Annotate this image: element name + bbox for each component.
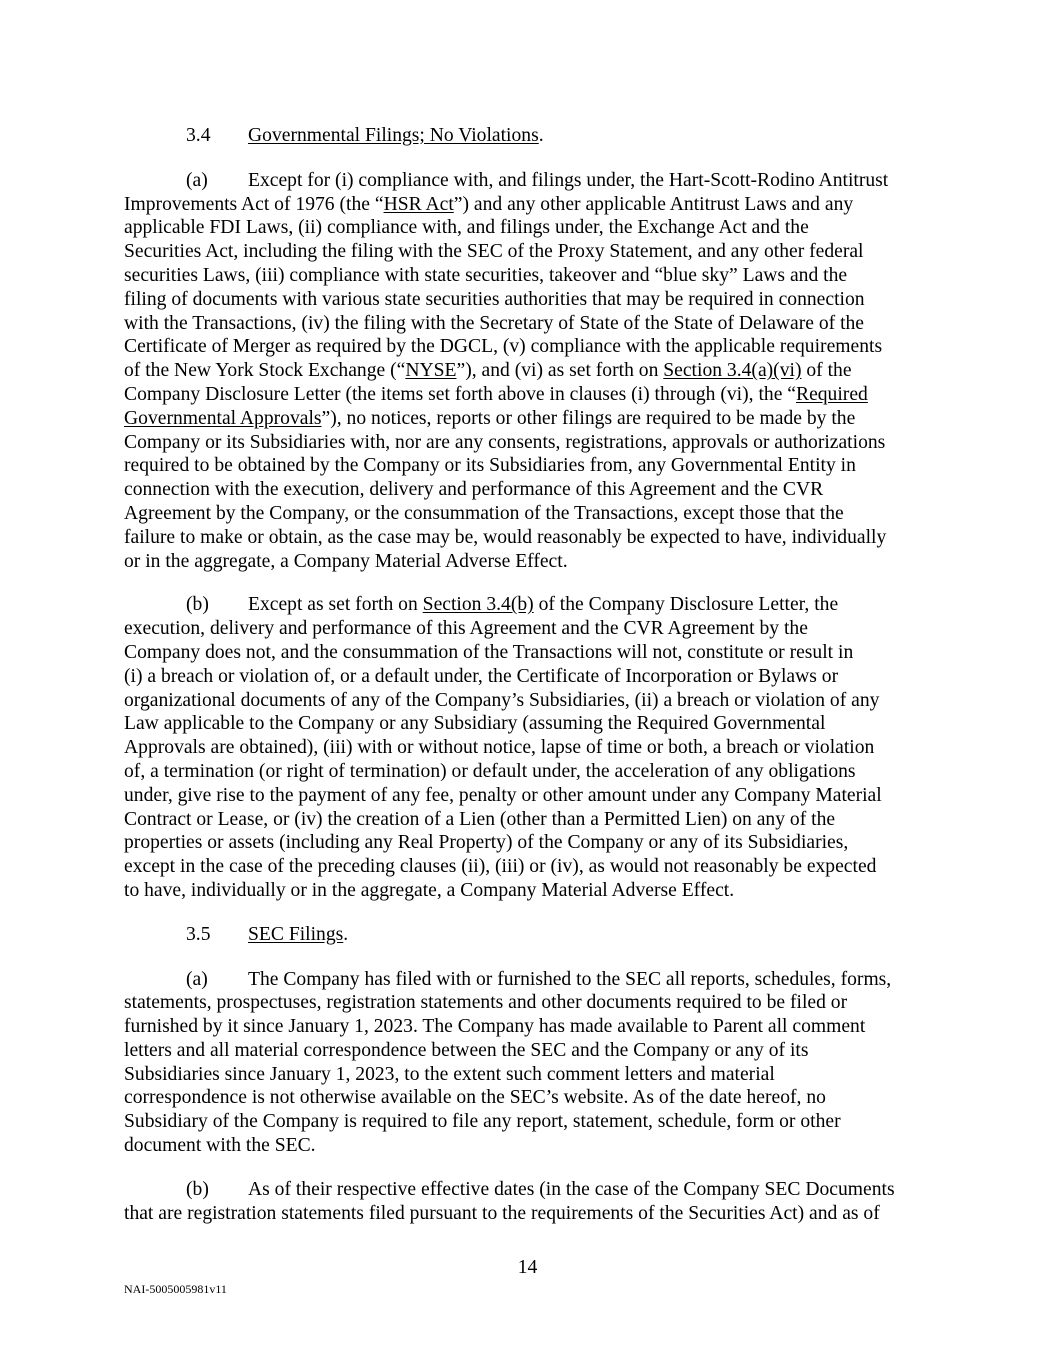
defined-term-governmental-approvals: Governmental Approvals xyxy=(124,407,322,429)
cross-reference-section-3-4-b: Section 3.4(b) xyxy=(422,594,534,616)
section-heading-3-5: 3.5 SEC Filings. xyxy=(186,923,349,945)
page-number: 14 xyxy=(517,1257,538,1278)
paragraph-3-5-b: (b) As of their respective effective dates (in the case of the Company SEC Documents that are registration statements filed pursuant to the requirements of the Securities Act) and as of xyxy=(124,1178,895,1224)
defined-term-nyse: NYSE xyxy=(405,360,457,382)
section-number: 3.4 xyxy=(186,125,211,146)
defined-term-hsr-act: HSR Act xyxy=(383,193,454,215)
cross-reference-section-3-4-a-vi: Section 3.4(a)(vi) xyxy=(663,360,802,382)
paragraph-label: (a) xyxy=(186,968,208,990)
section-title: Governmental Filings; No Violations xyxy=(248,125,539,146)
paragraph-3-5-a: (a) The Company has filed with or furnished to the SEC all reports, schedules, forms, statements, prospectuses, registration statements and other documents required to be filed or furnished by it since January 1, 2023. The Company has made available to Parent all comment letters and all material correspondence between the SEC and the Company or any of its Subsidiaries since January 1, 2023, to the extent such comment letters and material correspondence is not otherwise available on the SEC’s website. As of the date hereof, no Subsidiary of the Company is required to file any report, statement, schedule, form or other document with the SEC. xyxy=(124,968,892,1157)
paragraph-3-4-b: (b) Except as set forth on Section 3.4(b) of the Company Disclosure Letter, the execution, delivery and performance of this Agreement and the CVR Agreement by the Company does not, and the consummation of the Transactions will not, constitute or result in (i) a breach or violation of, or a default under, the Certificate of Incorporation or Bylaws or organizational documents of any of the Company’s Subsidiaries, (ii) a breach or violation of any Law applicable to the Company or any Subsidiary (assuming the Required Governmental Approvals are obtained), (iii) with or without notice, lapse of time or both, a breach or violation of, a termination (or right of termination) or default under, the acceleration of any obligations under, give rise to the payment of any fee, penalty or other amount under any Company Material Contract or Lease, or (iv) the creation of a Lien (other than a Permitted Lien) on any of the properties or assets (including any Real Property) of the Company or any of its Subsidiaries, except in the case of the preceding clauses (ii), (iii) or (iv), as would not reasonably be expected to have, individually or in the aggregate, a Company Material Adverse Effect. xyxy=(124,594,882,901)
paragraph-label: (b) xyxy=(186,594,209,616)
section-heading-3-4: 3.4 Governmental Filings; No Violations. xyxy=(186,125,544,146)
defined-term-required: Required xyxy=(796,383,868,405)
paragraph-3-4-a: (a) Except for (i) compliance with, and filings under, the Hart-Scott-Rodino Antitrust Improvements Act of 1976 (the “HSR Act”) and any other applicable Antitrust Laws and any applicable FDI Laws, (ii) compliance with, and filings under, the Exchange Act and the Securities Act, including the filing with the SEC of the Proxy Statement, and any other federal securities Laws, (iii) compliance with state securities, takeover and “blue sky” Laws and the filing of documents with various state securities authorities that may be required in connection with the Transactions, (iv) the filing with the Secretary of State of the State of Delaware of the Certificate of Merger as required by the DGCL, (v) compliance with the applicable requirements of the New York Stock Exchange (“NYSE”), and (vi) as set forth on Section 3.4(a)(vi) of the Company Disclosure Letter (the items set forth above in clauses (i) through (vi), the “Required Governmental Approvals”), no notices, reports or other filings are required to be made by the Company or its Subsidiaries with, nor are any consents, registrations, approvals or authorizations required to be obtained by the Company or its Subsidiaries from, any Governmental Entity in connection with the execution, delivery and performance of this Agreement and the CVR Agreement by the Company, or the consummation of the Transactions, except those that the failure to make or obtain, as the case may be, would reasonably be expected to have, individually or in the aggregate, a Company Material Adverse Effect. xyxy=(124,169,889,572)
paragraph-label: (a) xyxy=(186,169,208,191)
paragraph-label: (b) xyxy=(186,1178,209,1200)
document-page xyxy=(124,124,936,1245)
section-number: 3.5 xyxy=(186,923,211,945)
section-title: SEC Filings xyxy=(248,923,344,945)
document-id: NAI-5005005981v11 xyxy=(124,1282,227,1296)
